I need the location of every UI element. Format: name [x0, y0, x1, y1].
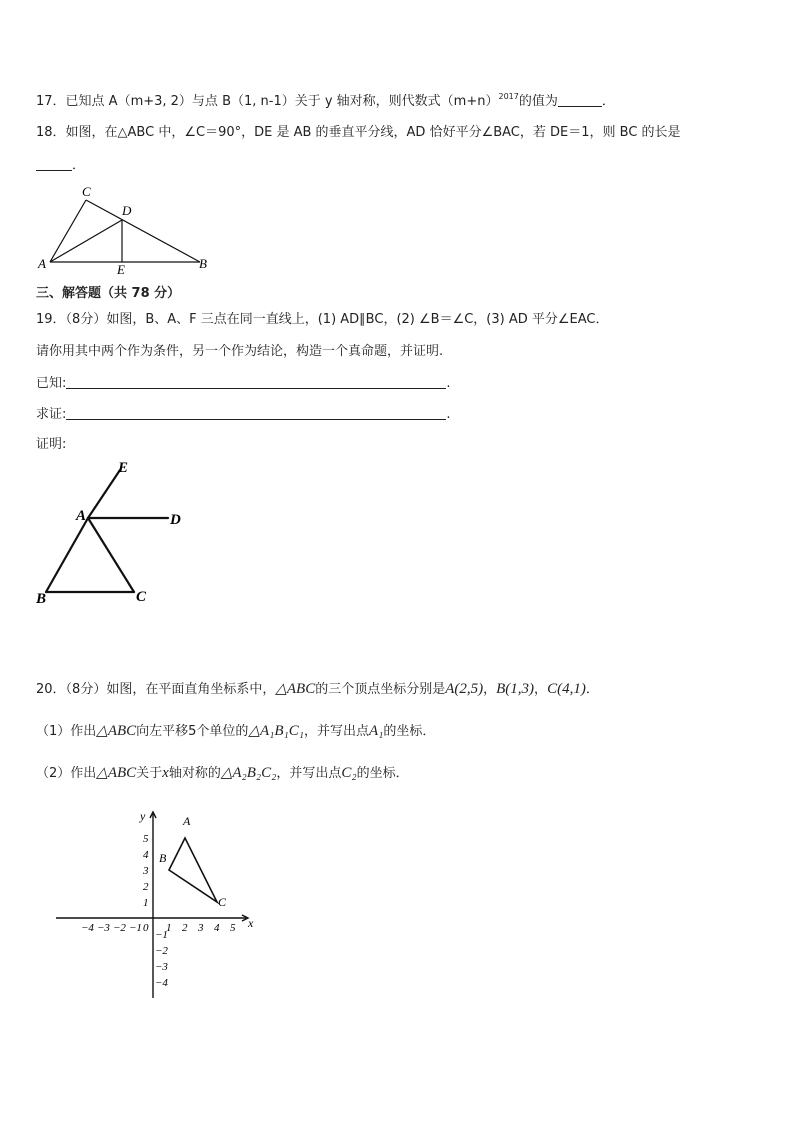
y-tick-label: −4: [155, 977, 168, 989]
q19-instruction: 请你用其中两个作为条件，另一个作为结论，构造一个真命题，并证明.: [36, 344, 444, 359]
q20-p2-triangle: △ABC: [96, 765, 137, 781]
q20-p1-image: △A₁B₁C₁: [248, 723, 304, 739]
q20-point-a: A(2,5): [445, 681, 484, 697]
segment-ad: [50, 220, 122, 262]
section-3-heading: 三、解答题（共 78 分）: [36, 286, 181, 301]
q20-part-2: [36, 764, 409, 783]
q20-point-c: C(4,1): [547, 681, 586, 697]
q20-p2-axis: x: [162, 765, 169, 781]
question-18: [36, 124, 681, 142]
q17-end: ．: [601, 94, 615, 109]
label-e: E: [117, 262, 125, 277]
x-tick-label: 0: [143, 922, 149, 934]
q20-p2-mid2: 轴对称的: [168, 766, 221, 781]
x-tick-label: −3: [97, 922, 110, 934]
label-e: E: [118, 460, 129, 476]
question-20: 20．（8分）如图，在平面直角坐标系中，△ABC的三个顶点坐标分别是A(2,5)，B(1,3)，C(4,1)．: [36, 681, 599, 697]
point-label-b: B: [159, 851, 167, 865]
q19-proof-label: 证明:: [36, 437, 67, 452]
y-tick-label: 1: [143, 897, 149, 909]
q17-tail: 的值为: [518, 94, 558, 109]
q20-p2-mid: 关于: [136, 766, 163, 781]
q19-prove-blank[interactable]: [66, 405, 446, 420]
q18-figure: [36, 182, 216, 277]
y-tick-label: 3: [143, 865, 149, 877]
x-tick-label: −4: [81, 922, 94, 934]
q20-p1-end: 的坐标．: [383, 724, 436, 739]
label-b: B: [36, 591, 47, 607]
x-tick-label: 1: [166, 922, 172, 934]
q17-answer-blank: [558, 92, 602, 107]
segment-ab: [46, 518, 88, 592]
q19-known-blank[interactable]: [66, 374, 446, 389]
q20-p2-tail: ，并写出点: [276, 766, 342, 781]
question-19: [36, 311, 609, 329]
y-tick-label: 4: [143, 849, 149, 861]
q20-p2-pre: （2）作出: [36, 766, 97, 781]
q17-text: 17．已知点 A（m+3, 2）与点 B（1, n-1）关于 y 轴对称，则代数式（m+n）: [36, 94, 499, 109]
q20-p2-image: △A₂B₂C₂: [220, 765, 277, 781]
x-tick-label: −2: [113, 922, 126, 934]
ray-ae: [88, 470, 120, 518]
y-tick-label: 5: [143, 833, 149, 845]
point-label-a: A: [183, 814, 191, 828]
q20-p1-tail: ，并写出点: [303, 724, 369, 739]
y-tick-label: −3: [155, 961, 168, 973]
triangle-abc: [169, 838, 217, 902]
q18-text: 18．如图，在△ABC 中，∠C＝90°，DE 是 AB 的垂直平分线，AD 恰好平分∠BAC，若 DE＝1，则 BC 的长是: [36, 125, 681, 140]
q19-known-label: 已知:: [36, 376, 67, 391]
label-b: B: [199, 256, 207, 271]
label-a: A: [38, 256, 46, 271]
q20-point-b: B(1,3): [496, 681, 535, 697]
q20-coordinate-figure: [50, 808, 260, 1003]
segment-ac: [88, 518, 134, 592]
label-c: C: [82, 184, 91, 199]
point-label-c: C: [218, 895, 227, 909]
y-tick-label: −1: [155, 929, 168, 941]
q20-p1-triangle: △ABC: [96, 723, 137, 739]
q17-exponent: 2017: [498, 92, 519, 101]
q19-prove-label: 求证:: [36, 407, 67, 422]
label-d: D: [170, 512, 181, 528]
question-17: [36, 88, 615, 111]
q19-figure: [34, 458, 194, 608]
q20-p2-point: C₂: [341, 765, 357, 781]
q20-p2-end: 的坐标．: [356, 766, 409, 781]
label-d: D: [122, 203, 132, 218]
x-tick-label: 4: [214, 922, 220, 934]
q19-known-line: 已知: .: [36, 376, 451, 391]
x-tick-label: 5: [230, 922, 236, 934]
q19-prove-line: 求证: .: [36, 407, 451, 422]
segment-ac: [50, 200, 86, 262]
q20-part-1: [36, 722, 435, 741]
y-tick-label: 2: [143, 881, 149, 893]
q20-p1-pre: （1）作出: [36, 724, 97, 739]
q20-p1-point: A₁: [368, 723, 384, 739]
x-tick-label: 3: [198, 922, 204, 934]
q18-end: ．: [72, 158, 86, 173]
x-tick-label: −1: [129, 922, 142, 934]
y-tick-label: −2: [155, 945, 168, 957]
y-axis-label: y: [140, 809, 146, 823]
q19-text: 19．（8分）如图，B、A、F 三点在同一直线上，(1) AD∥BC，(2) ∠B＝∠C，(3) AD 平分∠EAC．: [36, 312, 609, 327]
x-axis-label: x: [248, 916, 254, 930]
q20-triangle: △ABC: [275, 681, 316, 697]
q18-answer-line: [36, 156, 85, 175]
q20-intro-pre: 20．（8分）如图，在平面直角坐标系中，: [36, 682, 276, 697]
q20-p1-mid: 向左平移5个单位的: [136, 724, 249, 739]
label-a: A: [76, 508, 87, 524]
x-tick-label: 2: [182, 922, 188, 934]
q18-answer-blank: [36, 156, 72, 171]
label-c: C: [136, 589, 147, 605]
q20-intro-mid: 的三个顶点坐标分别是: [315, 682, 446, 697]
